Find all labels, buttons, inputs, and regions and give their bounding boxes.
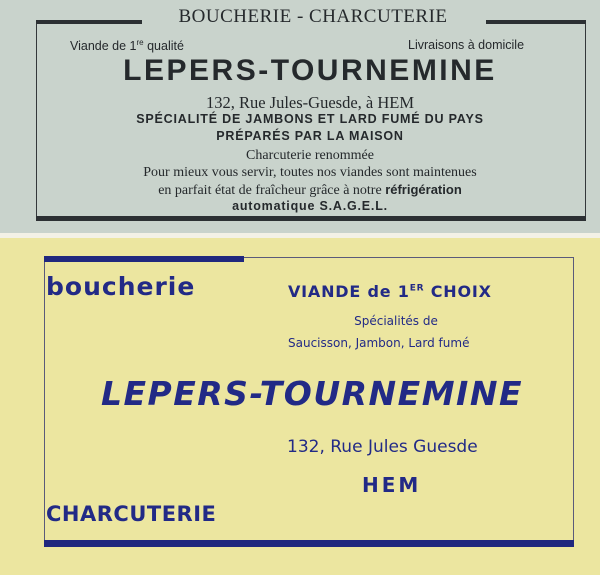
ad-bottom-bar-bottom (44, 540, 574, 547)
quality-ordinal: re (136, 38, 144, 47)
ad-top-body-line1: Pour mieux vous servir, toutes nos viandes sont maintenues (143, 165, 477, 180)
choice-ordinal: ER (409, 283, 425, 294)
ad-bottom-boucherie: boucherie (46, 272, 196, 301)
advertisement-top (0, 0, 600, 233)
ad-bottom-address: 132, Rue Jules Guesde (287, 437, 478, 457)
ad-top-specialty-line2: PRÉPARÉS PAR LA MAISON (216, 129, 404, 143)
choice-text: VIANDE de 1 (288, 282, 410, 301)
ad-bottom-business-name: LEPERS-TOURNEMINE (100, 374, 524, 413)
ad-top-rule-bottom (36, 216, 586, 221)
ad-top-rule-right (486, 20, 586, 24)
ad-top-address: 132, Rue Jules-Guesde, à HEM (205, 93, 415, 112)
ad-top-renown: Charcuterie renommée (246, 148, 374, 163)
quality-tail: qualité (143, 39, 184, 54)
quality-text: Viande de 1 (70, 39, 137, 54)
ad-top-delivery-note: Livraisons à domicile (408, 38, 525, 52)
ad-top-business-name: LEPERS-TOURNEMINE (123, 54, 497, 87)
choice-tail: CHOIX (424, 282, 492, 301)
ad-bottom-charcuterie: CHARCUTERIE (46, 502, 217, 526)
ad-bottom-city: HEM (362, 473, 422, 497)
ad-bottom-specialties-items: Saucisson, Jambon, Lard fumé (288, 336, 470, 350)
body-line2-text: en parfait état de fraîcheur grâce à notre (158, 183, 386, 198)
body-line2-bold: réfrigération (385, 182, 462, 197)
ad-top-body-line2 (36, 182, 584, 199)
ad-top-rule-left (36, 20, 142, 24)
ad-top-quality-note (70, 38, 184, 53)
advertisement-bottom (0, 238, 600, 575)
ad-top-specialty-line1: SPÉCIALITÉ DE JAMBONS ET LARD FUMÉ DU PAYS (136, 112, 484, 126)
ad-top-auto-line: automatique S.A.G.E.L. (232, 199, 388, 213)
ad-top-header: BOUCHERIE - CHARCUTERIE (178, 6, 448, 27)
ad-bottom-meat-choice (288, 282, 492, 301)
ad-bottom-specialties-title: Spécialités de (354, 314, 438, 328)
ad-bottom-bar-top (44, 256, 244, 262)
